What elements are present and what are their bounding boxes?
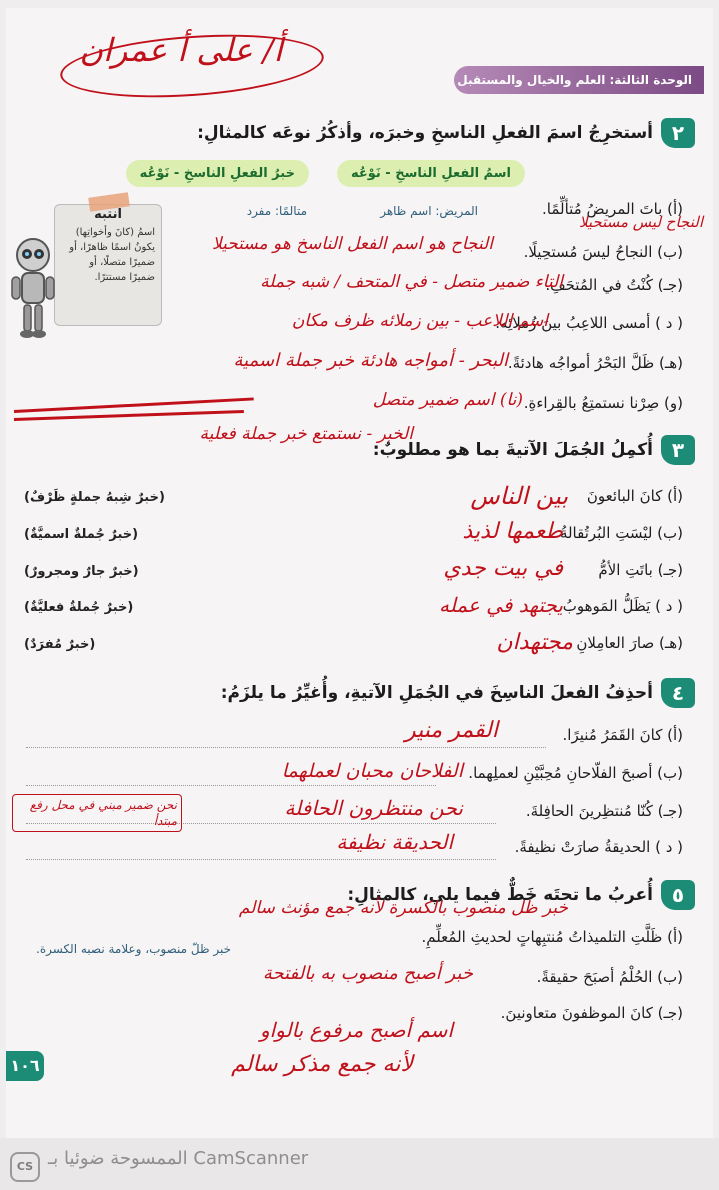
- ex3-answer-a: بين الناس: [470, 482, 568, 510]
- handwritten-name: أ/ على أ عمران: [79, 31, 283, 69]
- exercise-2-tags: [126, 160, 525, 187]
- exercise-3-number: ٣: [661, 435, 695, 465]
- robot-icon: [8, 233, 58, 343]
- ex5-item-b: (ب) الحُلْمُ أصبَحَ حقيقةً.: [536, 968, 683, 986]
- exercise-2-number: ٢: [661, 118, 695, 148]
- ex3-answer-b: طعمها لذيذ: [462, 519, 563, 544]
- exercise-5-number: ٥: [661, 880, 695, 910]
- ex3-req-e: (خبرٌ مُفرَدٌ): [24, 637, 96, 652]
- ex2-item-c: (جـ) كُنْتُ في المُتحَفِ.: [545, 276, 683, 294]
- exercise-2-header: [197, 116, 695, 150]
- ex5-item-c: (جـ) كانَ الموظفونَ متعاونينَ.: [500, 1004, 683, 1022]
- answer-line: [26, 858, 496, 860]
- ex2-item-f: (و) صِرْنا نستمتِعُ بالقِراءةِ.: [523, 394, 683, 412]
- ex3-req-d: (خبرٌ جُملةٌ فعليَّةٌ): [24, 600, 134, 615]
- ex3-item-d: ( د ) يَظَلُّ المَوهوبُ: [562, 597, 683, 615]
- ex2-item-d: ( د ) أمسى اللاعِبُ بينَ زُملائِه.: [495, 314, 683, 332]
- answer-line: [26, 784, 436, 786]
- note-title: انتبه: [94, 207, 122, 222]
- ex5-answer-b: خبر أصبح منصوب به بالفتحة: [262, 963, 473, 984]
- ex3-answer-e: مجتهدان: [496, 630, 573, 655]
- ex3-answer-d: يجتهد في عمله: [438, 593, 563, 617]
- ex5-answer-d: لأنه جمع مذكر سالم: [231, 1052, 413, 1077]
- ex2-answer-4: البحر - أمواجه هادئة خبر جملة اسمية: [233, 350, 508, 371]
- ex2-example-name: المريض: اسم ظاهر: [380, 204, 478, 218]
- ex4-answer-c: نحن منتظرون الحافلة: [284, 796, 463, 820]
- ex4-item-c: (جـ) كُنّا مُنتظِرينَ الحافِلةَ.: [525, 802, 683, 820]
- ex4-answer-a: القمر منير: [405, 718, 498, 743]
- ex3-req-c: (خبرٌ جارٌ ومجرورٌ): [24, 564, 139, 579]
- ex2-item-e: (هـ) ظَلَّ البَحْرُ أمواجُه هادئةً.: [507, 354, 683, 372]
- ex4-answer-b: الفلاحان محبان لعملهما: [281, 760, 463, 782]
- ex3-item-b: (ب) ليْسَتِ البُرتُقالةُ: [559, 524, 683, 542]
- ex2-item-a: (أ) باتَ المريضُ مُتألِّمًا.: [542, 200, 683, 218]
- ex2-answer-6: الخبر - نستمتع خبر جملة فعلية: [199, 424, 413, 444]
- exercise-3-header: [373, 433, 695, 467]
- ex2-answer-1: النجاح هو اسم الفعل الناسخ هو مستحيلا: [211, 234, 493, 254]
- ex4-item-b: (ب) أصبحَ الفلّاحانِ مُحِبَّيْنِ لعملِهما.: [468, 764, 683, 782]
- exercise-4-title: أحذِفُ الفعلَ الناسِخَ في الجُمَلِ الآتيةِ، وأُغيِّرُ ما يلزَمُ:: [220, 683, 653, 703]
- scanner-footer: [0, 1138, 719, 1190]
- ex5-answer-a: خبر ظل منصوب بالكسرة لأنه جمع مؤنث سالم: [238, 898, 568, 918]
- ex3-item-a: (أ) كانَ البائعونَ: [586, 487, 683, 505]
- ex4-item-a: (أ) كانَ القَمَرُ مُنيرًا.: [562, 726, 683, 744]
- ex4-side-note: نحن ضمير مبني في محل رفع مبتدأ: [12, 794, 182, 832]
- unit-banner: الوحدة الثالثة: العلم والخيال والمستقبل: [454, 66, 704, 94]
- ex4-item-d: ( د ) الحديقةُ صارَتْ نظيفةً.: [514, 838, 683, 856]
- ex3-answer-c: في بيت جدي: [443, 556, 563, 581]
- ex2-answer-5: (نا) اسم ضمير متصل: [372, 390, 523, 410]
- ex2-example-label: متالمًا: مفرد: [246, 204, 307, 218]
- ex5-answer-c: اسم أصبح مرفوع بالواو: [259, 1018, 453, 1042]
- ex5-item-a: (أ) ظَلَّتِ التلميذاتُ مُنتبِهاتٍ لحديثِ المُعلِّمِ.: [421, 928, 683, 946]
- exercise-4-header: [221, 676, 695, 710]
- ex2-item-b: (ب) النجاحُ ليسَ مُستحِيلًا.: [523, 243, 683, 261]
- exercise-3-title: أُكمِلُ الجُمَلَ الآتيةَ بما هو مطلوبٌ:: [372, 440, 653, 460]
- exercise-5-title: أُعربُ ما تحتَه خَطٌّ فيما يلي، كالمثالِ:: [347, 885, 653, 905]
- exercise-2-title: أستخرِجُ اسمَ الفعلِ الناسخِ وخبرَه، وأذكُرُ نوعَه كالمثالِ:: [197, 123, 653, 143]
- textbook-page: [6, 8, 713, 1138]
- tag-name-type: اسمُ الفعلِ الناسخِ - نَوْعُه: [337, 160, 525, 187]
- ex4-answer-d: الحديقة نظيفة: [336, 830, 453, 854]
- note-box: [54, 204, 162, 326]
- ex3-req-a: (خبرٌ شِبهُ جملةٍ ظَرْفٌ): [24, 490, 165, 505]
- strikeout-line: [14, 410, 244, 421]
- ex2-answer-3: اسم اللاعب - بين زملائه ظرف مكان: [291, 311, 548, 331]
- exercise-4-number: ٤: [661, 678, 695, 708]
- note-body: اسمُ (كانَ وأخواتِها) يكونُ اسمًا ظاهرًا، أو ضميرًا متصلًا، أو ضميرًا مستترًا.: [69, 227, 155, 283]
- answer-line: [26, 746, 546, 748]
- ex3-req-b: (خبرٌ جُملةٌ اسميَّةٌ): [24, 527, 139, 542]
- ex3-item-c: (جـ) باتَتِ الأمُّ: [598, 561, 683, 579]
- ex5-example-hint: خبر ظلّ منصوب، وعلامة نصبه الكسرة.: [36, 942, 232, 956]
- page-number: ١٠٦: [6, 1051, 44, 1081]
- ex2-answer-0: النجاح ليس مستحيلا: [578, 213, 703, 231]
- tag-predicate-type: خبرُ الفعلِ الناسخِ - نَوْعُه: [126, 160, 309, 187]
- ex2-answer-2: التاء ضمير متصل - في المتحف / شبه جملة: [260, 272, 563, 292]
- scanner-text: الممسوحة ضوئيا بـ CamScanner: [48, 1148, 309, 1169]
- ex3-item-e: (هـ) صارَ العامِلانِ: [576, 634, 683, 652]
- camscanner-logo-icon: CS: [10, 1152, 40, 1182]
